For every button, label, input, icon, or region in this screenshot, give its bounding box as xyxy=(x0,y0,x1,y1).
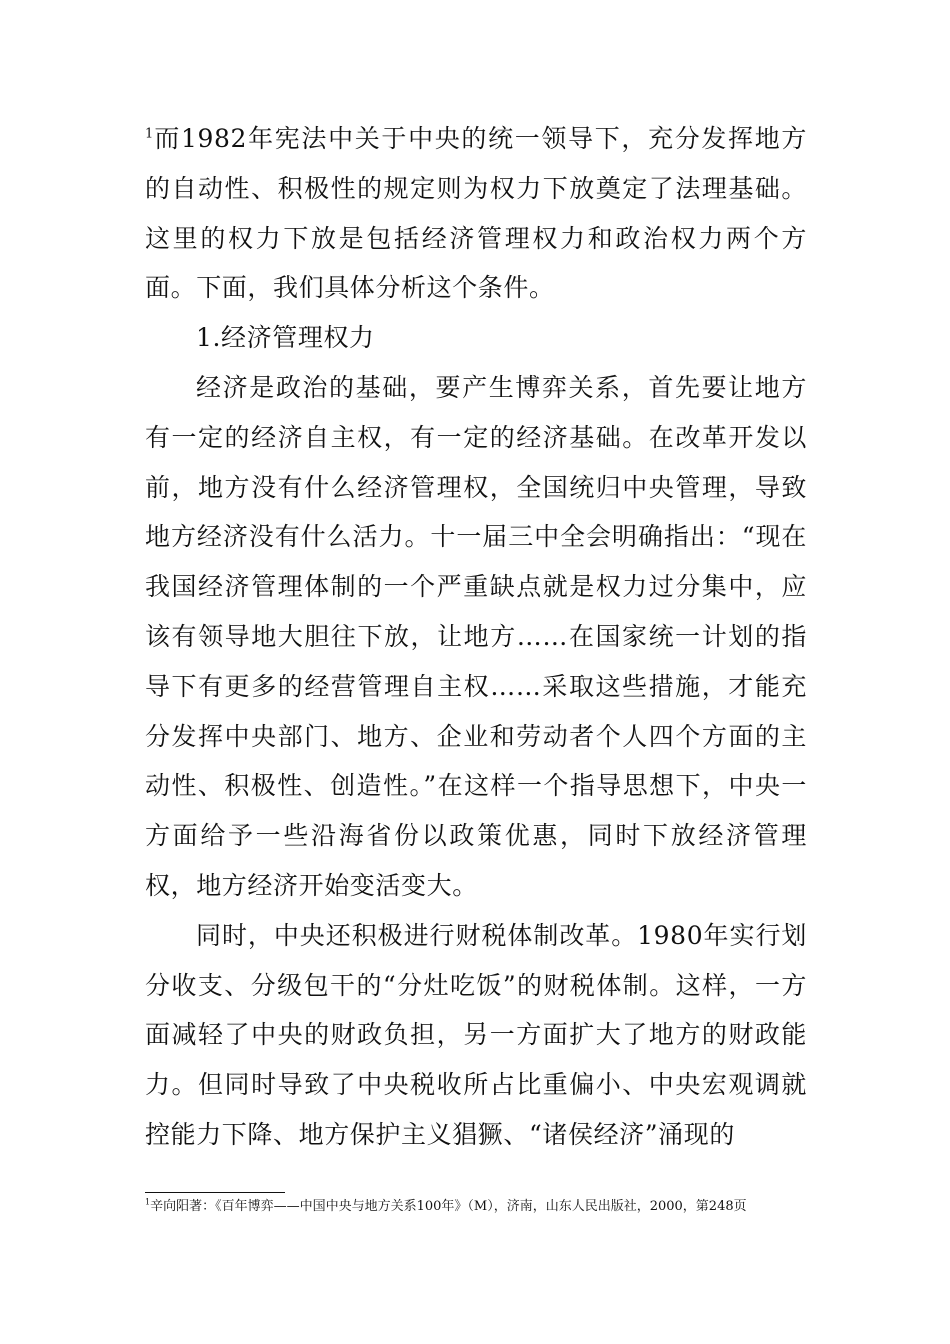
footnote xyxy=(145,1198,807,1215)
footnote-text: 辛向阳著：《百年博弈——中国中央与地方关系100年》（M），济南，山东人民出版社，2000，第248页 xyxy=(150,1199,747,1214)
footnote-mark: 1 xyxy=(145,1197,151,1207)
section-heading: 1.经济管理权力 xyxy=(196,323,375,353)
body-text xyxy=(145,114,807,1160)
paragraph-3: 同时，中央还积极进行财税体制改革。1980年实行划分收支、分级包干的“分灶吃饭”的财税体制。这样，一方面减轻了中央的财政负担，另一方面扩大了地方的财政能力。但同时导致了中央税收所占比重偏小、中央宏观调就控能力下降、地方保护主义猖獗、“诸侯经济”涌现的 xyxy=(145,920,807,1149)
paragraph-1 xyxy=(145,114,807,313)
paragraph-1-text: 而1982年宪法中关于中央的统一领导下，充分发挥地方的自动性、积极性的规定则为权力下放奠定了法理基础。这里的权力下放是包括经济管理权力和政治权力两个方面。下面，我们具体分析这个条件。 xyxy=(145,124,807,303)
footnote-reference[interactable]: 1 xyxy=(145,126,154,142)
footnote-divider xyxy=(145,1192,285,1193)
paragraph-2: 经济是政治的基础，要产生博弈关系，首先要让地方有一定的经济自主权，有一定的经济基础。在改革开发以前，地方没有什么经济管理权，全国统归中央管理，导致地方经济没有什么活力。十一届三中全会明确指出：“现在我国经济管理体制的一个严重缺点就是权力过分集中，应该有领导地大胆往下放，让地方……在国家统一计划的指导下有更多的经营管理自主权……采取这些措施，才能充分发挥中央部门、地方、企业和劳动者个人四个方面的主动性、积极性、创造性。”在这样一个指导思想下，中央一方面给予一些沿海省份以政策优惠，同时下放经济管理权，地方经济开始变活变大。 xyxy=(145,372,807,900)
